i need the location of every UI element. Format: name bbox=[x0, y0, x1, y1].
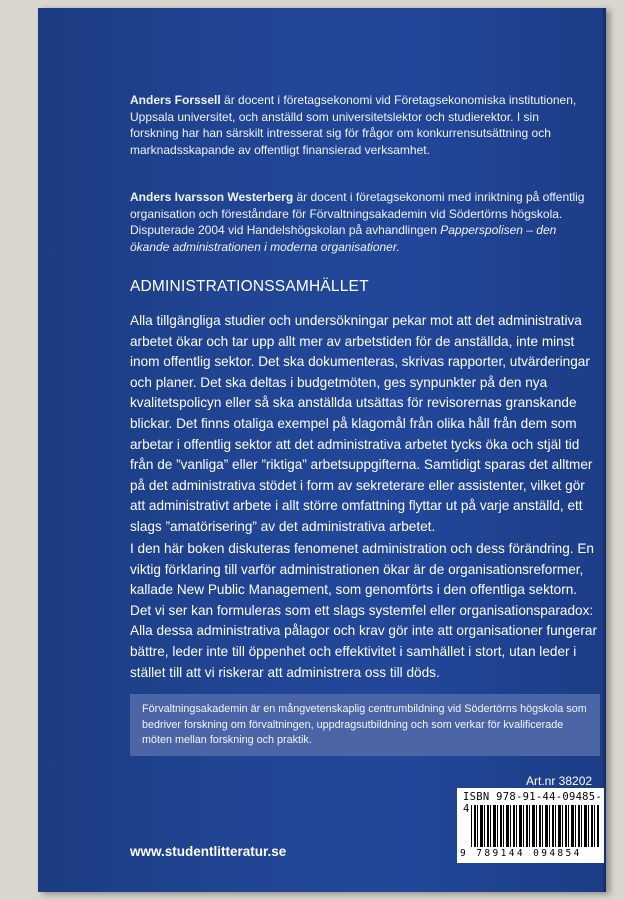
description-paragraph: Alla tillgängliga studier och undersökningar pekar mot att det administrativa arbetet ökar och tar upp allt mer av arbetstiden för de anställda, inte minst inom offentlig sektor. Det ska dokumenteras, skrivas rapporter, utvärderingar och planer. Det ska deltas i budgetmöten, ges synpunkter på den nya kvalitetspolicyn eller så ska anställda utsättas för revisorernas granskande blickar. Det finns otaliga exempel på klagomål från olika håll från dem som arbetar i offentlig sektor att det administrativa arbetet tycks öka och stjäl tid från de ”vanliga” eller ”riktiga” arbetsuppgifterna. Samtidigt sparas det alltmer på det administrativa stödet i form av sekreterare eller assistenter, vilket gör att administrativt arbete i allt större omfattning flyttar ut på varje anställd, ett slags ”amatörisering” av det administrativa arbetet. bbox=[130, 313, 593, 534]
publisher-website: www.studentlitteratur.se bbox=[130, 844, 287, 859]
cover-edge bbox=[603, 8, 606, 892]
book-back-cover bbox=[38, 8, 606, 892]
author-bio-westerberg bbox=[130, 189, 590, 255]
author-bio-text: är docent i företagsekonomi vid Företagsekonomiska institutionen, Uppsala universitet, och anställd som universitetslektor och studierektor. I sin forskning har han särskilt intresserat sig för frågor om konkurrensutsättning och marknadsskapande av offentligt finansierad verksamhet. bbox=[130, 93, 577, 157]
barcode-digits: 9 789144 094854 bbox=[460, 848, 582, 859]
author-name: Anders Ivarsson Westerberg bbox=[130, 190, 294, 204]
article-number: Art.nr 38202 bbox=[526, 774, 593, 788]
publisher-info-box: Förvaltningsakademin är en mångvetenskaplig centrumbildning vid Södertörns högskola som bedriver forskning om förvaltningen, uppdragsutbildning och som verkar för kvalificerade möten mellan forskning och praktik. bbox=[130, 694, 600, 756]
author-bio-text: är docent i företagsekonomi med inriktning på offentlig organisation och föreståndare för Förvaltningsakademin vid Södertörns högskola. Disputerade 2004 vid Handelshögskolan på avhandlingen bbox=[130, 190, 585, 237]
thesis-title: Papperspolisen – den ökande administrationen i moderna organisationer. bbox=[130, 223, 557, 254]
author-bio-forssell bbox=[130, 92, 590, 158]
book-title: ADMINISTRATIONSSAMHÄLLET bbox=[130, 278, 369, 295]
barcode-bars bbox=[471, 805, 599, 847]
isbn-barcode bbox=[457, 788, 604, 863]
isbn-text: ISBN 978-91-44-09485-4 bbox=[463, 791, 603, 815]
author-name: Anders Forssell bbox=[130, 93, 221, 107]
description-paragraph: I den här boken diskuteras fenomenet administration och dess förändring. En viktig förklaring till varför administrationen ökar är de organisationsreformer, kallade New Public Management, som genomförts i den offentliga sektorn. Det vi ser kan formuleras som ett slags systemfel eller organisationsparadox: Alla dessa administrativa pålagor och krav gör inte att organisationer fungerar bättre, leder inte till öppenhet och effektivitet i samhället i stort, utan leder i stället till att vi riskerar att administrera oss till döds. bbox=[130, 541, 597, 680]
